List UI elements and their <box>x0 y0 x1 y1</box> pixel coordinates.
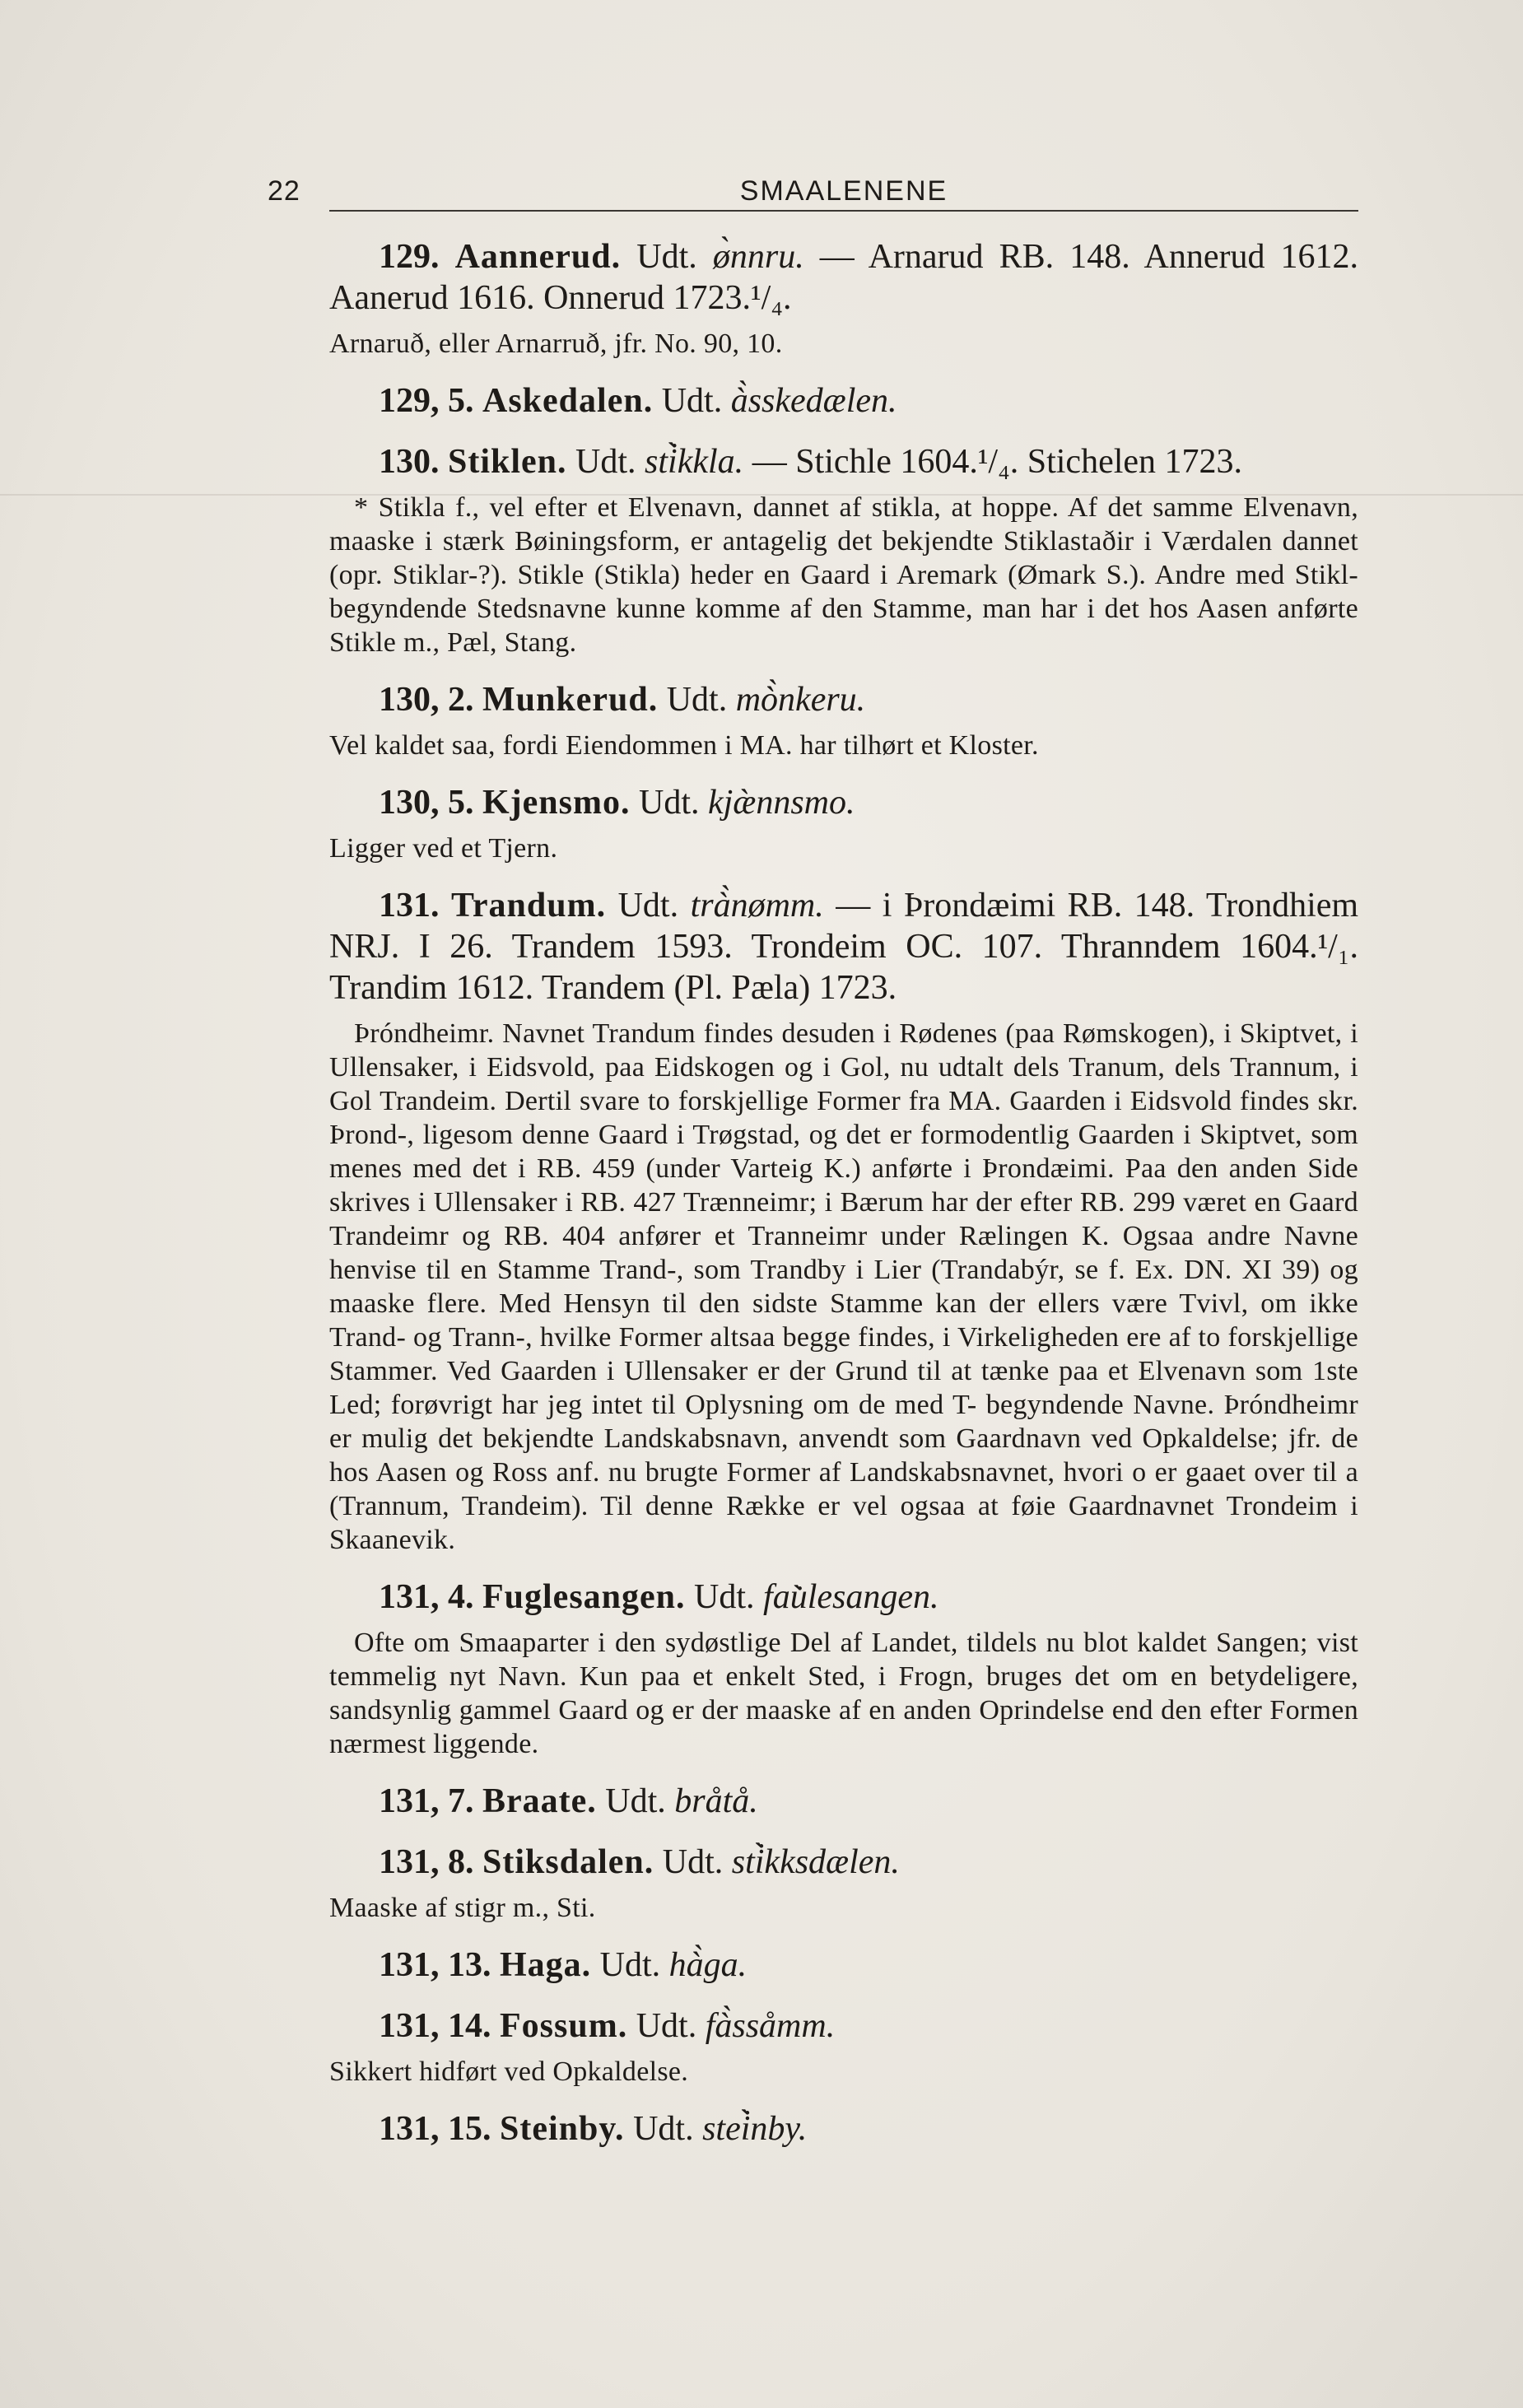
pronunciation-label: Udt. <box>666 681 728 719</box>
entry-heading <box>329 1577 1358 1618</box>
entry-number: 131, 13. <box>379 1946 491 1984</box>
entry-name: Haga. <box>500 1946 592 1984</box>
entry-list <box>329 236 1358 2150</box>
entry-name: Fuglesangen. <box>482 1578 686 1616</box>
entry-heading <box>329 885 1358 1008</box>
entry <box>329 885 1358 1557</box>
pronunciation: sti̇̀kkla. <box>645 443 744 481</box>
entry-note: * Stikla f., vel efter et Elvenavn, dannet af stikla, at hoppe. Af det samme Elvenavn, maaske i stærk Bøiningsform, er antagelig det bekjendte Stiklastaðir i Værdalen dannet (opr. Stiklar-?). Stikle (Stikla) heder en Gaard i Aremark (Ømark S.). Andre med Stikl- begyndende Stedsnavne kunne komme af den Stamme, man har i det hos Aasen anførte Stikle m., Pæl, Stang. <box>329 492 1358 658</box>
pronunciation: kjæ̀nnsmo. <box>708 784 855 822</box>
entry-heading <box>329 2108 1358 2150</box>
entry-number: 131, 4. <box>379 1578 474 1616</box>
pronunciation: hà̀ga. <box>668 1946 748 1984</box>
pronunciation: bråtå. <box>674 1782 758 1820</box>
entry-name: Aannerud. <box>454 238 622 276</box>
entry <box>329 2108 1358 2150</box>
entry-number: 130. <box>379 443 440 481</box>
pronunciation: mò̀nkeru. <box>735 681 866 719</box>
entry-sources: — Stichle 1604.¹/₄. Stichelen 1723. <box>752 443 1243 481</box>
pronunciation-label: Udt. <box>636 2007 697 2045</box>
entry-name: Braate. <box>482 1782 597 1820</box>
entry-number: 131, 14. <box>379 2007 491 2045</box>
entry <box>329 236 1358 361</box>
pronunciation-label: Udt. <box>633 2110 694 2148</box>
entry-note: Maaske af stigr m., Sti. <box>329 1893 596 1923</box>
entry-number: 130, 5. <box>379 784 474 822</box>
entry-sources: — i Þrondæimi RB. 148. Trondhiem NRJ. I 26. Trandem 1593. Trondeim OC. 107. Thranndem 1604.¹/₁. Trandim 1612. Trandem (Pl. Pæla) 1723. <box>329 887 1359 1007</box>
pronunciation-label: Udt. <box>605 1782 666 1820</box>
pronunciation: à̀sskedælen. <box>730 382 897 420</box>
entry-heading <box>329 679 1358 720</box>
entry-number: 129, 5. <box>379 382 474 420</box>
pronunciation-label: Udt. <box>661 382 723 420</box>
entry <box>329 1781 1358 1822</box>
entry-name: Stiklen. <box>448 443 567 481</box>
pronunciation-label: Udt. <box>599 1946 661 1984</box>
entry-number: 129. <box>379 238 440 276</box>
pronunciation-label: Udt. <box>662 1843 724 1881</box>
entry-heading <box>329 1781 1358 1822</box>
entry-heading <box>329 441 1358 482</box>
entry <box>329 441 1358 659</box>
entry-note: Ligger ved et Tjern. <box>329 833 558 864</box>
entry-note: Þróndheimr. Navnet Trandum findes desuden i Rødenes (paa Rømskogen), i Skiptvet, i Ullensaker, i Eidsvold, paa Eidskogen og i Gol, nu udtalt dels Tranum, dels Trannum, i Gol Trandeim. Dertil svare to forskjellige Former fra MA. Gaarden i Eidsvold findes skr. Þrond-, ligesom denne Gaard i Trøgstad, og det er formodentlig Gaarden i Skiptvet, som menes med det i RB. 459 (under Varteig K.) anførte i Þrondæimi. Paa den anden Side skrives i Ullensaker i RB. 427 Trænneimr; i Bærum har der efter RB. 299 været en Gaard Trandeimr og RB. 404 anfører et Tranneimr under Rælingen K. Ogsaa andre Navne henvise til en Stamme Trand-, som Trandby i Lier (Trandabýr, se f. Ex. DN. XI 39) og maaske flere. Med Hensyn til den sidste Stamme kan der ellers være Tvivl, om ikke Trand- og Trann-, hvilke Former altsaa begge findes, i Virkeligheden ere af to forskjellige Stammer. Ved Gaarden i Ullensaker er der Grund til at tænke paa et Elvenavn som 1ste Led; forøvrigt har jeg intet til Oplysning om de med T- begyndende Navne. Þróndheimr er mulig det bekjendte Landskabsnavn, anvendt som Gaardnavn ved Opkaldelse; jfr. de hos Aasen og Ross anf. nu brugte Former af Landskabsnavnet, hvori o er gaaet over til a (Trannum, Trandeim). Til denne Række er vel ogsaa at føie Gaardnavnet Trondeim i Skaanevik. <box>329 1018 1358 1555</box>
pronunciation: sti̇̀kksdælen. <box>731 1843 900 1881</box>
entry-heading <box>329 1945 1358 1986</box>
entry-number: 131, 15. <box>379 2110 491 2148</box>
entry-note: Vel kaldet saa, fordi Eiendommen i MA. har tilhørt et Kloster. <box>329 730 1039 761</box>
entry-note: Sikkert hidført ved Opkaldelse. <box>329 2056 689 2087</box>
entry-heading <box>329 2005 1358 2047</box>
entry <box>329 2005 1358 2089</box>
page-number: 22 <box>268 175 300 207</box>
entry <box>329 1842 1358 1925</box>
entry-number: 131, 8. <box>379 1843 474 1881</box>
entry <box>329 380 1358 422</box>
entry-note: Ofte om Smaaparter i den sydøstlige Del af Landet, tildels nu blot kaldet Sangen; vist temmelig nyt Navn. Kun paa et enkelt Sted, i Frogn, bruges det om en betydeligere, sandsynlig gammel Gaard og er der maaske af en anden Oprindelse end den efter Formen nærmest liggende. <box>329 1628 1358 1759</box>
entry-name: Kjensmo. <box>482 784 631 822</box>
entry <box>329 782 1358 865</box>
pronunciation-label: Udt. <box>575 443 636 481</box>
pronunciation-label: Udt. <box>639 784 700 822</box>
pronunciation: stei̇̀nby. <box>702 2110 808 2148</box>
entry-name: Munkerud. <box>482 681 659 719</box>
pronunciation-label: Udt. <box>636 238 697 276</box>
entry-sources: — Arnarud RB. 148. Annerud 1612. Aanerud 1616. Onnerud 1723.¹/₄. <box>329 238 1359 317</box>
running-title: SMAALENENE <box>739 175 948 207</box>
entry-heading <box>329 782 1358 823</box>
entry <box>329 1945 1358 1986</box>
pronunciation: trà̀nømm. <box>690 887 824 925</box>
running-header <box>268 169 1358 212</box>
entry-name: Askedalen. <box>482 382 654 420</box>
entry-heading <box>329 236 1358 319</box>
entry <box>329 679 1358 762</box>
pronunciation: fau̇̀lesangen. <box>763 1578 939 1616</box>
pronunciation-label: Udt. <box>617 887 679 925</box>
pronunciation: ø̀nnru. <box>712 238 804 276</box>
pronunciation: fà̀ssåmm. <box>705 2007 836 2045</box>
page-content <box>268 169 1359 2150</box>
entry-name: Stiksdalen. <box>482 1843 654 1881</box>
entry-number: 131, 7. <box>379 1782 474 1820</box>
entry-number: 130, 2. <box>379 681 474 719</box>
entry-name: Trandum. <box>450 887 607 925</box>
entry-name: Fossum. <box>500 2007 628 2045</box>
pronunciation-label: Udt. <box>694 1578 755 1616</box>
entry-name: Steinby. <box>500 2110 625 2148</box>
entry-note: Arnaruð, eller Arnarruð, jfr. No. 90, 10. <box>329 328 783 359</box>
entry-number: 131. <box>379 887 440 925</box>
entry-heading <box>329 1842 1358 1883</box>
entry <box>329 1577 1358 1761</box>
entry-heading <box>329 380 1358 422</box>
